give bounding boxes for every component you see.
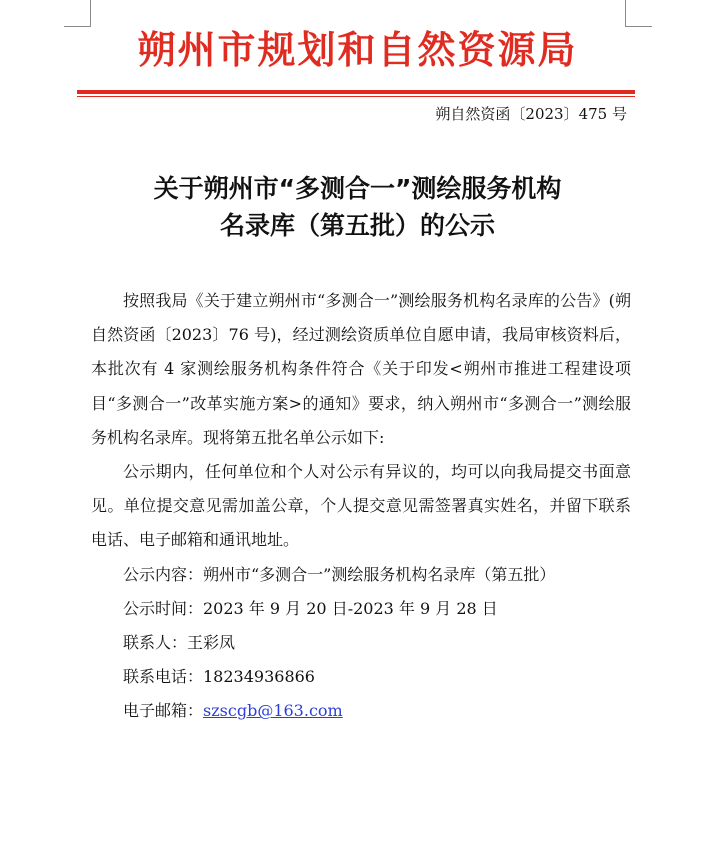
body-time-line: 公示时间：2023 年 9 月 20 日-2023 年 9 月 28 日 bbox=[123, 598, 498, 618]
page-corner-mark-left bbox=[64, 0, 91, 27]
email-link[interactable]: szscgb@163.com bbox=[203, 701, 343, 721]
body-contact-person: 联系人：王彩凤 bbox=[123, 633, 236, 653]
document-body bbox=[91, 284, 631, 729]
body-paragraph-intro: 按照我局《关于建立朔州市“多测合一”测绘服务机构名录库的公告》(朔自然资函〔2023〕76 号)，经过测绘资质单位自愿申请，我局审核资料后，本批次有 4 家测绘服务机构条件符合《关于印发<朔州市推进工程建设项目“多测合一”改革实施方案>的通知》要求，纳入朔州市“多测合一”测绘服务机构名录库。现将第五批名单公示如下: bbox=[91, 291, 631, 447]
body-paragraph-objection: 公示期内，任何单位和个人对公示有异议的，均可以向我局提交书面意见。单位提交意见需加盖公章，个人提交意见需签署真实姓名，并留下联系电话、电子邮箱和通讯地址。 bbox=[91, 462, 631, 550]
document-title-line1: 关于朔州市“多测合一”测绘服务机构 bbox=[153, 174, 562, 203]
document-title-line2: 名录库（第五批）的公示 bbox=[219, 211, 495, 240]
page-corner-mark-right bbox=[625, 0, 652, 27]
body-contact-phone: 联系电话：18234936866 bbox=[123, 667, 315, 687]
document-number: 朔自然资函〔2023〕475 号 bbox=[435, 105, 627, 123]
email-label: 电子邮箱： bbox=[123, 701, 204, 721]
body-email-line bbox=[91, 694, 631, 728]
header-red-rule-thin bbox=[77, 96, 635, 97]
document-title bbox=[0, 170, 715, 244]
agency-header-title: 朔州市规划和自然资源局 bbox=[137, 27, 578, 72]
header-red-rule-thick bbox=[77, 90, 635, 94]
body-content-line: 公示内容：朔州市“多测合一”测绘服务机构名录库（第五批） bbox=[123, 564, 556, 584]
